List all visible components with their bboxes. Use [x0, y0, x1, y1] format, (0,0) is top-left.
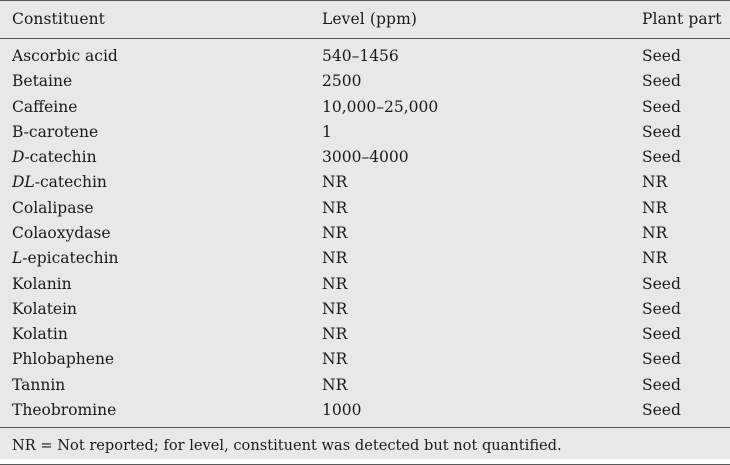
constituent-name: -catechin — [24, 148, 97, 167]
cell-level: 3000–4000 — [322, 148, 409, 167]
table-row — [0, 145, 730, 170]
table-header-row — [0, 1, 730, 39]
cell-plant-part: Seed — [642, 350, 681, 369]
cell-level: NR — [322, 198, 348, 217]
cell-level: NR — [322, 173, 348, 192]
table-footer — [0, 428, 730, 465]
cell-constituent: Ascorbic acid — [12, 47, 118, 65]
table-row — [0, 220, 730, 245]
cell-level: NR — [322, 299, 348, 318]
table-row — [0, 119, 730, 144]
cell-constituent: Kolatin — [12, 325, 68, 344]
table-row — [0, 69, 730, 94]
constituent-stereo-prefix: D — [12, 148, 25, 167]
cell-level: NR — [322, 375, 348, 394]
table-row — [0, 94, 730, 119]
cell-plant-part: Seed — [642, 47, 681, 65]
cell-constituent: Tannin — [12, 375, 66, 394]
column-header-plant-part: Plant part — [630, 1, 730, 39]
table-body — [0, 39, 730, 428]
cell-plant-part: Seed — [642, 325, 681, 344]
column-header-level: Level (ppm) — [310, 1, 630, 39]
cell-level: 1000 — [322, 400, 362, 419]
table-footnote: NR = Not reported; for level, constituent was detected but not quantified. — [0, 428, 730, 465]
table-row — [0, 271, 730, 296]
cell-constituent — [0, 170, 310, 195]
table-row — [0, 246, 730, 271]
cell-level: 1 — [322, 122, 332, 141]
constituent-stereo-prefix: DL — [12, 173, 35, 192]
cell-plant-part: Seed — [642, 375, 681, 394]
cell-plant-part: NR — [642, 249, 668, 268]
cell-plant-part: Seed — [642, 400, 681, 419]
cell-constituent — [0, 145, 310, 170]
cell-plant-part: Seed — [642, 72, 681, 91]
cell-plant-part: Seed — [642, 148, 681, 167]
cell-constituent: Colaoxydase — [12, 223, 111, 242]
cell-level: NR — [322, 223, 348, 242]
table-footnote-row — [0, 428, 730, 465]
cell-level: 2500 — [322, 72, 362, 91]
constituent-name: -catechin — [34, 173, 107, 192]
cell-level: NR — [322, 325, 348, 344]
table-row — [0, 397, 730, 427]
cell-constituent: Theobromine — [12, 400, 117, 419]
cell-constituent: Betaine — [12, 72, 73, 91]
cell-plant-part: NR — [642, 173, 668, 192]
table-row — [0, 296, 730, 321]
cell-constituent: Caffeine — [12, 97, 78, 116]
column-header-constituent: Constituent — [0, 1, 310, 39]
table-row — [0, 39, 730, 69]
table-row — [0, 372, 730, 397]
constituent-stereo-prefix: L — [12, 249, 23, 268]
cell-level: NR — [322, 274, 348, 293]
table-row — [0, 347, 730, 372]
cell-level: 10,000–25,000 — [322, 97, 439, 116]
cell-plant-part: Seed — [642, 97, 681, 116]
cell-plant-part: Seed — [642, 122, 681, 141]
table-row — [0, 322, 730, 347]
cell-level: NR — [322, 350, 348, 369]
cell-constituent: Phlobaphene — [12, 350, 115, 369]
cell-constituent: B-carotene — [12, 122, 99, 141]
cell-constituent: Kolatein — [12, 299, 78, 318]
cell-plant-part: Seed — [642, 299, 681, 318]
constituent-name: -epicatechin — [22, 249, 119, 268]
table-header — [0, 1, 730, 39]
cell-level: NR — [322, 249, 348, 268]
table-row — [0, 195, 730, 220]
cell-plant-part: NR — [642, 223, 668, 242]
cell-level: 540–1456 — [322, 47, 399, 65]
cell-plant-part: NR — [642, 198, 668, 217]
cell-constituent: Kolanin — [12, 274, 72, 293]
cell-constituent — [0, 246, 310, 271]
cell-plant-part: Seed — [642, 274, 681, 293]
table-row — [0, 170, 730, 195]
cell-constituent: Colalipase — [12, 198, 94, 217]
